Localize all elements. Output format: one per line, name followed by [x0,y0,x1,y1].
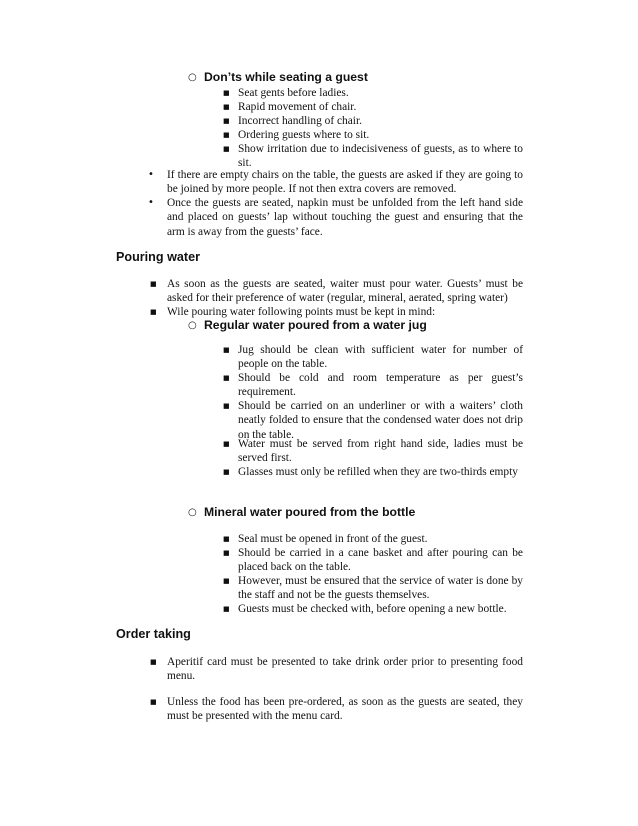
square-bullet-icon: ■ [223,535,230,543]
circle-bullet-icon: ○ [188,507,197,518]
regular-water-item: Water must be served from right hand side, ladies must be served first. [238,438,523,465]
square-bullet-icon: ■ [223,577,230,585]
mineral-water-item: Guests must be checked with, before opening a new bottle. [238,603,507,615]
circle-bullet-icon: ○ [188,72,197,83]
mineral-water-item: Should be carried in a cane basket and after pouring can be placed back on the table. [238,547,523,574]
round-bullet-icon: • [148,197,154,208]
pouring-water-heading: Pouring water [116,250,200,264]
square-bullet-icon: ■ [223,374,230,382]
donts-item: Ordering guests where to sit. [238,129,370,141]
donts-item: Show irritation due to indecisiveness of guests, as to where to sit. [238,143,523,170]
square-bullet-icon: ■ [223,145,230,153]
regular-water-item: Should be cold and room temperature as per guest’s requirement. [238,372,523,399]
donts-item: Incorrect handling of chair. [238,115,362,127]
square-bullet-icon: ■ [223,440,230,448]
square-bullet-icon: ■ [223,89,230,97]
regular-water-item: Should be carried on an underliner or with a waiters’ cloth neatly folded to ensure that the condensed water does not drip on the table. [238,400,523,441]
regular-water-heading: Regular water poured from a water jug [204,318,427,332]
circle-bullet-icon: ○ [188,320,197,331]
square-bullet-icon: ■ [223,549,230,557]
donts-item: Seat gents before ladies. [238,87,349,99]
square-bullet-icon: ■ [150,280,157,288]
square-bullet-icon: ■ [223,468,230,476]
regular-water-item: Jug should be clean with sufficient water for number of people on the table. [238,344,523,371]
square-bullet-icon: ■ [223,402,230,410]
seating-bullet-item: If there are empty chairs on the table, the guests are asked if they are going to be joined by more people. If not then extra covers are removed. [167,169,523,196]
regular-water-item: Glasses must only be refilled when they are two-thirds empty [238,466,518,478]
pouring-point-item: As soon as the guests are seated, waiter must pour water. Guests’ must be asked for their preference of water (regular, mineral, aerated, spring water) [167,278,523,305]
square-bullet-icon: ■ [150,308,157,316]
donts-item: Rapid movement of chair. [238,101,357,113]
pouring-point-item: Wile pouring water following points must be kept in mind: [167,306,436,318]
mineral-water-heading: Mineral water poured from the bottle [204,505,416,519]
seating-bullet-item: Once the guests are seated, napkin must be unfolded from the left hand side and placed on guests’ lap without touching the guest and ensuring that the arm is away from the guests’ face. [167,197,523,238]
square-bullet-icon: ■ [150,658,157,666]
order-taking-item: Unless the food has been pre-ordered, as soon as the guests are seated, they must be presented with the menu card. [167,696,523,723]
mineral-water-item: Seal must be opened in front of the guest. [238,533,428,545]
square-bullet-icon: ■ [223,103,230,111]
square-bullet-icon: ■ [223,346,230,354]
square-bullet-icon: ■ [150,698,157,706]
square-bullet-icon: ■ [223,605,230,613]
round-bullet-icon: • [148,169,154,180]
order-taking-item: Aperitif card must be presented to take drink order prior to presenting food menu. [167,656,523,683]
mineral-water-item: However, must be ensured that the service of water is done by the staff and not be the guests themselves. [238,575,523,602]
square-bullet-icon: ■ [223,117,230,125]
square-bullet-icon: ■ [223,131,230,139]
donts-heading: Don’ts while seating a guest [204,70,368,84]
order-taking-heading: Order taking [116,627,191,641]
